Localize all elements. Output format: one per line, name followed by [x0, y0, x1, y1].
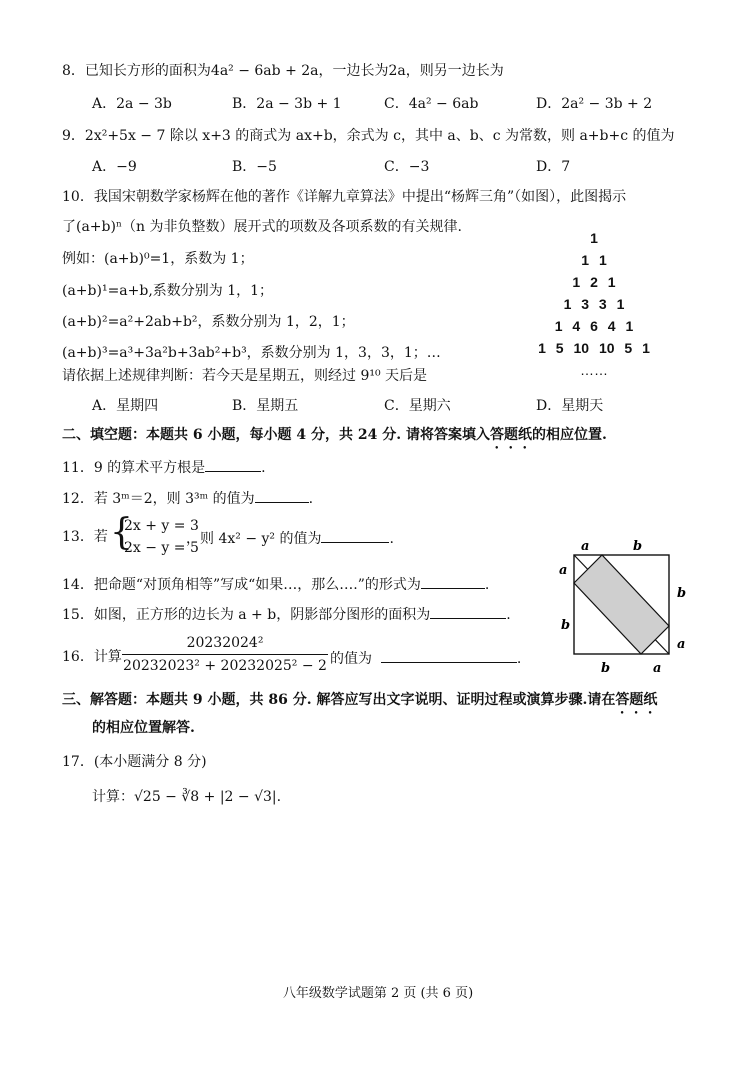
label-right-b: b — [677, 586, 687, 601]
q9-option-d[interactable]: D．7 — [536, 159, 571, 175]
label-top-a: a — [581, 539, 590, 554]
triangle-row: 1 3 3 1 — [563, 296, 625, 312]
q10-option-b[interactable]: B．星期五 — [232, 398, 299, 414]
q13-answer-blank[interactable] — [321, 528, 389, 543]
section3-heading-line2: 的相应位置解答. — [92, 720, 195, 736]
q9-stem: 9．2x²+5x − 7 除以 x+3 的商式为 ax+b，余式为 c，其中 a、b、c 为常数，则 a+b+c 的值为 — [62, 128, 675, 144]
q15-answer-blank[interactable] — [430, 604, 506, 619]
triangle-row: 1 2 1 — [572, 274, 616, 290]
q16-denominator: 20232023² + 20232025² − 2 — [123, 658, 327, 674]
label-left-b: b — [561, 618, 571, 633]
q17-expression: 计算：√25 − ∛8 + |2 − √3|. — [92, 789, 282, 805]
q10-example-2: (a+b)²=a²+2ab+b²，系数分别为 1，2，1； — [62, 314, 355, 330]
triangle-row: 1 5 10 10 5 1 — [538, 340, 650, 356]
q10-example-0: 例如：(a+b)⁰=1，系数为 1； — [62, 251, 254, 267]
system-brace: { — [110, 512, 133, 553]
q16-text: 的值为 . — [330, 648, 521, 668]
q11-answer-blank[interactable] — [205, 457, 261, 472]
q10-line2: 了(a+b)ⁿ（n 为非负整数）展开式的项数及各项系数的有关规律. — [62, 219, 462, 235]
q12-answer-blank[interactable] — [255, 488, 309, 503]
q13-prefix: 13．若 — [62, 529, 108, 545]
triangle-row: 1 4 6 4 1 — [554, 318, 634, 334]
q10-example-3: (a+b)³=a³+3a²b+3ab²+b³，系数分别为 1，3，3，1；… — [62, 345, 441, 361]
q11: 11．9 的算术平方根是 . — [62, 457, 266, 477]
label-bottom-b: b — [601, 661, 611, 676]
q16-prefix: 16．计算 — [62, 649, 122, 665]
q8-option-b[interactable]: B．2a − 3b + 1 — [232, 96, 342, 112]
triangle-row: 1 — [590, 230, 598, 246]
q16-answer-blank[interactable] — [381, 648, 517, 663]
q10-option-d[interactable]: D．星期天 — [536, 398, 604, 414]
q13-text: ，则 4x² − y² 的值为 . — [186, 528, 394, 548]
square-figure — [555, 538, 695, 678]
q10-example-1: (a+b)¹=a+b,系数分别为 1，1； — [62, 283, 274, 299]
triangle-row: 1 1 — [581, 252, 607, 268]
q10-question: 请依据上述规律判断：若今天是星期五，则经过 9¹⁰ 天后是 — [62, 368, 428, 384]
label-top-b: b — [633, 539, 643, 554]
q9-option-a[interactable]: A．−9 — [92, 159, 137, 175]
q14: 14．把命题“对顶角相等”写成“如果…，那么….”的形式为 . — [62, 574, 489, 594]
q12: 12．若 3ᵐ＝2，则 3³ᵐ 的值为 . — [62, 488, 313, 508]
triangle-ellipsis: …… — [580, 362, 608, 378]
q8-option-a[interactable]: A．2a − 3b — [92, 96, 172, 112]
label-right-a: a — [677, 637, 686, 652]
q8-option-c[interactable]: C．4a² − 6ab — [384, 96, 479, 112]
label-bottom-a: a — [653, 661, 662, 676]
q8-option-d[interactable]: D．2a² − 3b + 2 — [536, 96, 653, 112]
q9-option-b[interactable]: B．−5 — [232, 159, 277, 175]
shaded-region — [574, 555, 669, 654]
q13-equation-1: 2x + y = 3 — [124, 518, 199, 534]
q10-line1: 10．我国宋朝数学家杨辉在他的著作《详解九章算法》中提出“杨辉三角”（如图），此图揭示 — [62, 189, 627, 205]
section2-heading: 二、填空题：本题共 6 小题，每小题 4 分，共 24 分. 请将答案填入答题纸的相应位置. — [62, 427, 607, 443]
fraction-bar — [122, 654, 328, 655]
q14-answer-blank[interactable] — [421, 574, 485, 589]
q8-stem: 8．已知长方形的面积为4a² − 6ab + 2a，一边长为2a，则另一边长为 — [62, 63, 504, 79]
q10-option-c[interactable]: C．星期六 — [384, 398, 451, 414]
q16-fraction — [122, 634, 328, 675]
q9-option-c[interactable]: C．−3 — [384, 159, 430, 175]
label-left-a: a — [559, 563, 568, 578]
q10-option-a[interactable]: A．星期四 — [92, 398, 159, 414]
q17-title: 17．(本小题满分 8 分) — [62, 754, 207, 770]
section3-heading: 三、解答题：本题共 9 小题，共 86 分. 解答应写出文字说明、证明过程或演算步骤.请在答题纸 — [62, 692, 658, 708]
page-footer: 八年级数学试题第 2 页 (共 6 页) — [282, 986, 474, 1001]
q13-equation-2: 2x − y = 5 — [124, 540, 199, 556]
q15: 15．如图，正方形的边长为 a + b，阴影部分图形的面积为 . — [62, 604, 511, 624]
q16-numerator: 20232024² — [186, 635, 264, 651]
